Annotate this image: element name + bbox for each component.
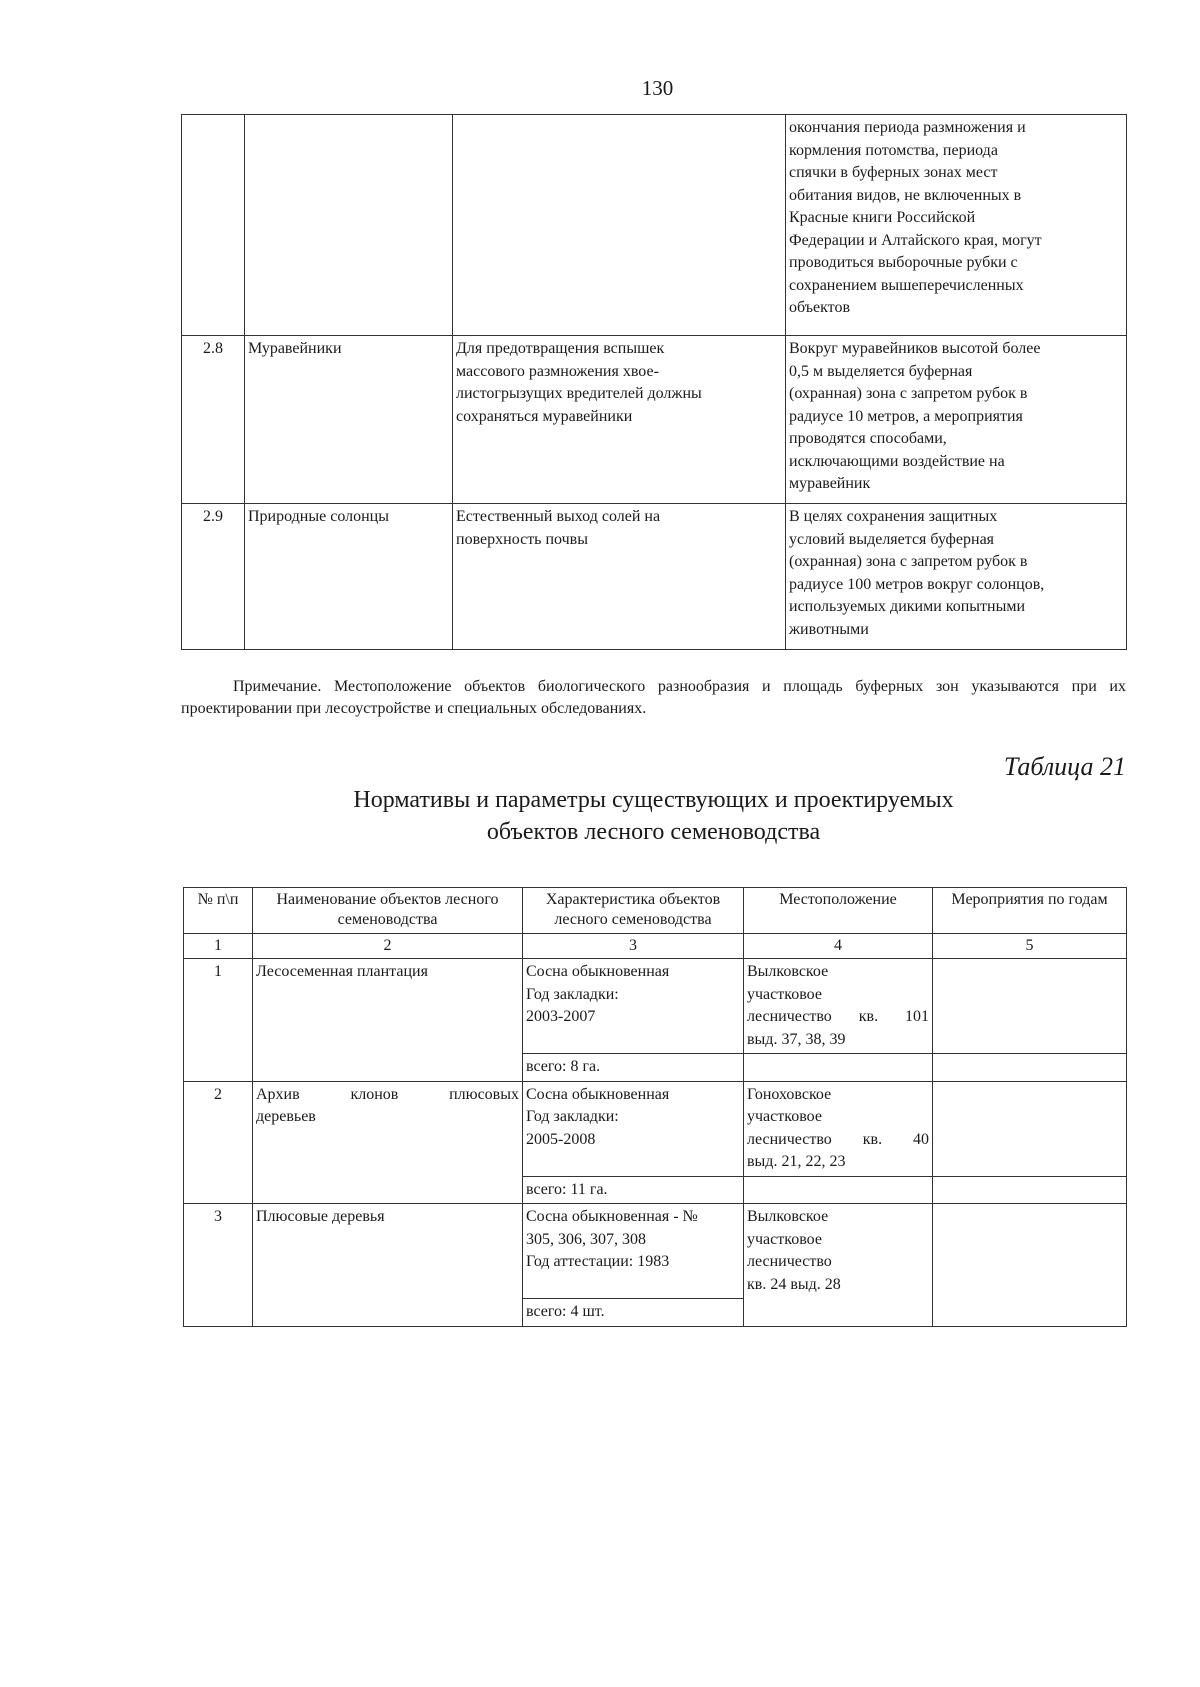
yearly-measures <box>933 1054 1127 1082</box>
row-number: 1 <box>184 959 253 1082</box>
row-number: 2.8 <box>182 336 245 504</box>
protection-measures: окончания периода размножения и кормления потомства, периода спячки в буферных зонах мест обитания видов, не включенных в Красные книги Российской Федерации и Алтайского края, могут проводиться выборочные рубки с сохранением вышеперечисленных объектов <box>786 115 1127 336</box>
row-number: 2 <box>184 1081 253 1204</box>
header-cell: Наименование объектов лесного семеноводства <box>253 888 523 934</box>
yearly-measures <box>933 959 1127 1054</box>
seed-production-table <box>183 887 1127 1327</box>
yearly-measures <box>933 1204 1127 1327</box>
protection-measures: В целях сохранения защитных условий выделяется буферная (охранная) зона с запретом рубок в радиусе 100 метров вокруг солонцов, используемых дикими копытными животными <box>786 504 1127 650</box>
object-name <box>245 115 453 336</box>
page-number: 130 <box>641 76 674 100</box>
object-name: Лесосеменная плантация <box>253 959 523 1082</box>
column-number: 5 <box>933 934 1127 959</box>
table-row <box>184 959 1127 1054</box>
yearly-measures <box>933 1176 1127 1204</box>
object-name: Природные солонцы <box>245 504 453 650</box>
table-row <box>184 1204 1127 1299</box>
row-number: 2.9 <box>182 504 245 650</box>
object-name: Муравейники <box>245 336 453 504</box>
column-number: 2 <box>253 934 523 959</box>
header-cell: Характеристика объектов лесного семеноводства <box>523 888 744 934</box>
row-number <box>182 115 245 336</box>
table-header-row <box>184 888 1127 934</box>
row-number: 3 <box>184 1204 253 1327</box>
table-title: Нормативы и параметры существующих и проектируемых объектов лесного семеноводства <box>353 787 954 845</box>
column-number: 1 <box>184 934 253 959</box>
object-name: Плюсовые деревья <box>253 1204 523 1327</box>
object-total: всего: 11 га. <box>523 1176 744 1204</box>
protection-measures: Вокруг муравейников высотой более 0,5 м выделяется буферная (охранная) зона с запретом рубок в радиусе 10 метров, а мероприятия проводятся способами, исключающими воздействие на муравейник <box>786 336 1127 504</box>
header-cell: Местоположение <box>744 888 933 934</box>
object-location: Вылковское участковое лесничество кв. 101 выд. 37, 38, 39 <box>744 959 933 1054</box>
object-total: всего: 4 шт. <box>523 1299 744 1327</box>
table-note: Примечание. Местоположение объектов биологического разнообразия и площадь буферных зон указываются при их проектировании при лесоустройстве и специальных обследованиях. <box>181 678 1126 717</box>
column-number: 3 <box>523 934 744 959</box>
column-number: 4 <box>744 934 933 959</box>
object-characteristic: Сосна обыкновенная Год закладки: 2005-2008 <box>523 1081 744 1176</box>
table-row <box>182 115 1127 336</box>
object-description: Естественный выход солей на поверхность почвы <box>453 504 786 650</box>
object-characteristic: Сосна обыкновенная - № 305, 306, 307, 308 Год аттестации: 1983 <box>523 1204 744 1299</box>
object-characteristic: Сосна обыкновенная Год закладки: 2003-2007 <box>523 959 744 1054</box>
object-description <box>453 115 786 336</box>
object-location: Гоноховское участковое лесничество кв. 40 выд. 21, 22, 23 <box>744 1081 933 1176</box>
object-location <box>744 1054 933 1082</box>
object-location <box>744 1176 933 1204</box>
object-total: всего: 8 га. <box>523 1054 744 1082</box>
column-number-row <box>184 934 1127 959</box>
object-description: Для предотвращения вспышек массового размножения хвое- листогрызущих вредителей должны сохраняться муравейники <box>453 336 786 504</box>
header-cell: № п\п <box>184 888 253 934</box>
object-name: Архив клонов плюсовых деревьев <box>253 1081 523 1204</box>
table-row <box>182 504 1127 650</box>
table-row <box>182 336 1127 504</box>
header-cell: Мероприятия по годам <box>933 888 1127 934</box>
yearly-measures <box>933 1081 1127 1176</box>
table-row <box>184 1081 1127 1176</box>
table-label: Таблица 21 <box>1003 752 1126 781</box>
biodiversity-table <box>181 114 1127 650</box>
object-location: Вылковское участковое лесничество кв. 24 выд. 28 <box>744 1204 933 1327</box>
